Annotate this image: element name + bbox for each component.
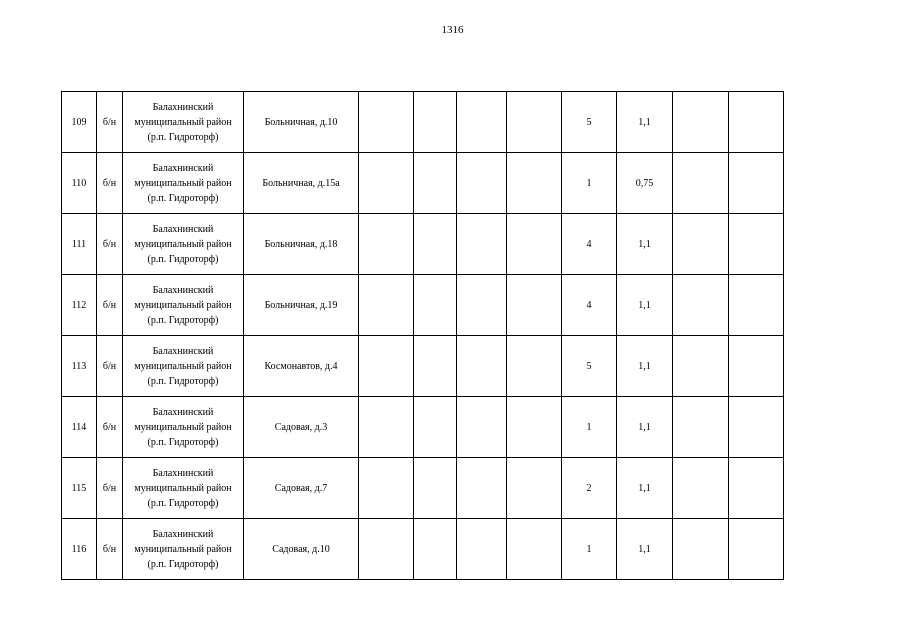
empty-cell bbox=[729, 153, 784, 214]
row-mark-cell: б/н bbox=[97, 275, 123, 336]
value-cell: 1,1 bbox=[617, 275, 673, 336]
value-cell: 1,1 bbox=[617, 519, 673, 580]
district-cell bbox=[123, 397, 244, 458]
empty-cell bbox=[729, 519, 784, 580]
empty-cell bbox=[507, 458, 562, 519]
table-row bbox=[62, 458, 784, 519]
district-line: Балахнинский bbox=[152, 528, 214, 540]
district-line: муниципальный район bbox=[134, 543, 232, 555]
row-mark-cell: б/н bbox=[97, 519, 123, 580]
district-line: Балахнинский bbox=[152, 162, 214, 174]
address-cell: Садовая, д.7 bbox=[244, 458, 359, 519]
row-mark-cell: б/н bbox=[97, 214, 123, 275]
district-cell bbox=[123, 214, 244, 275]
empty-cell bbox=[729, 458, 784, 519]
empty-cell bbox=[359, 153, 414, 214]
row-number-cell: 115 bbox=[62, 458, 97, 519]
empty-cell bbox=[457, 458, 507, 519]
district-line: Балахнинский bbox=[152, 284, 214, 296]
empty-cell bbox=[673, 397, 729, 458]
row-number-cell: 111 bbox=[62, 214, 97, 275]
district-cell bbox=[123, 519, 244, 580]
district-line: муниципальный район bbox=[134, 177, 232, 189]
district-line: (р.п. Гидроторф) bbox=[147, 131, 219, 143]
address-cell: Космонавтов, д.4 bbox=[244, 336, 359, 397]
row-number-cell: 116 bbox=[62, 519, 97, 580]
value-cell: 0,75 bbox=[617, 153, 673, 214]
empty-cell bbox=[414, 519, 457, 580]
address-cell: Садовая, д.10 bbox=[244, 519, 359, 580]
district-line: муниципальный район bbox=[134, 238, 232, 250]
empty-cell bbox=[457, 153, 507, 214]
district-line: Балахнинский bbox=[152, 406, 214, 418]
district-line: Балахнинский bbox=[152, 223, 214, 235]
address-cell: Больничная, д.10 bbox=[244, 92, 359, 153]
district-line: муниципальный район bbox=[134, 360, 232, 372]
row-mark-cell: б/н bbox=[97, 397, 123, 458]
empty-cell bbox=[457, 92, 507, 153]
value-cell: 1,1 bbox=[617, 92, 673, 153]
district-line: Балахнинский bbox=[152, 467, 214, 479]
district-line: (р.п. Гидроторф) bbox=[147, 375, 219, 387]
empty-cell bbox=[507, 153, 562, 214]
district-cell bbox=[123, 275, 244, 336]
district-line: (р.п. Гидроторф) bbox=[147, 558, 219, 570]
empty-cell bbox=[729, 92, 784, 153]
empty-cell bbox=[414, 275, 457, 336]
empty-cell bbox=[414, 92, 457, 153]
empty-cell bbox=[457, 275, 507, 336]
row-mark-cell: б/н bbox=[97, 153, 123, 214]
floors-cell: 4 bbox=[562, 214, 617, 275]
district-line: (р.п. Гидроторф) bbox=[147, 314, 219, 326]
empty-cell bbox=[507, 92, 562, 153]
empty-cell bbox=[359, 519, 414, 580]
value-cell: 1,1 bbox=[617, 458, 673, 519]
table-row bbox=[62, 92, 784, 153]
empty-cell bbox=[729, 336, 784, 397]
empty-cell bbox=[359, 275, 414, 336]
empty-cell bbox=[414, 214, 457, 275]
empty-cell bbox=[414, 153, 457, 214]
address-cell: Больничная, д.18 bbox=[244, 214, 359, 275]
table-row bbox=[62, 153, 784, 214]
table-row bbox=[62, 519, 784, 580]
district-cell bbox=[123, 92, 244, 153]
register-table bbox=[61, 91, 784, 580]
district-line: Балахнинский bbox=[152, 345, 214, 357]
district-line: муниципальный район bbox=[134, 482, 232, 494]
district-line: (р.п. Гидроторф) bbox=[147, 436, 219, 448]
empty-cell bbox=[457, 519, 507, 580]
page-number: 1316 bbox=[441, 24, 464, 36]
empty-cell bbox=[359, 214, 414, 275]
floors-cell: 1 bbox=[562, 153, 617, 214]
district-cell bbox=[123, 336, 244, 397]
empty-cell bbox=[414, 458, 457, 519]
empty-cell bbox=[673, 519, 729, 580]
row-number-cell: 114 bbox=[62, 397, 97, 458]
row-number-cell: 109 bbox=[62, 92, 97, 153]
district-line: муниципальный район bbox=[134, 116, 232, 128]
empty-cell bbox=[507, 214, 562, 275]
empty-cell bbox=[457, 336, 507, 397]
empty-cell bbox=[457, 397, 507, 458]
value-cell: 1,1 bbox=[617, 397, 673, 458]
floors-cell: 5 bbox=[562, 336, 617, 397]
floors-cell: 4 bbox=[562, 275, 617, 336]
empty-cell bbox=[507, 275, 562, 336]
district-line: муниципальный район bbox=[134, 299, 232, 311]
empty-cell bbox=[673, 92, 729, 153]
row-mark-cell: б/н bbox=[97, 458, 123, 519]
empty-cell bbox=[673, 214, 729, 275]
address-cell: Садовая, д.3 bbox=[244, 397, 359, 458]
empty-cell bbox=[414, 336, 457, 397]
district-line: (р.п. Гидроторф) bbox=[147, 192, 219, 204]
row-mark-cell: б/н bbox=[97, 336, 123, 397]
row-number-cell: 113 bbox=[62, 336, 97, 397]
floors-cell: 2 bbox=[562, 458, 617, 519]
empty-cell bbox=[729, 275, 784, 336]
floors-cell: 1 bbox=[562, 519, 617, 580]
table-row bbox=[62, 214, 784, 275]
district-cell bbox=[123, 458, 244, 519]
empty-cell bbox=[359, 336, 414, 397]
address-cell: Больничная, д.19 bbox=[244, 275, 359, 336]
district-line: Балахнинский bbox=[152, 101, 214, 113]
value-cell: 1,1 bbox=[617, 214, 673, 275]
table-row bbox=[62, 336, 784, 397]
empty-cell bbox=[729, 214, 784, 275]
empty-cell bbox=[359, 458, 414, 519]
empty-cell bbox=[414, 397, 457, 458]
row-number-cell: 110 bbox=[62, 153, 97, 214]
floors-cell: 5 bbox=[562, 92, 617, 153]
empty-cell bbox=[359, 92, 414, 153]
empty-cell bbox=[457, 214, 507, 275]
empty-cell bbox=[507, 336, 562, 397]
empty-cell bbox=[673, 458, 729, 519]
row-number-cell: 112 bbox=[62, 275, 97, 336]
row-mark-cell: б/н bbox=[97, 92, 123, 153]
floors-cell: 1 bbox=[562, 397, 617, 458]
empty-cell bbox=[507, 519, 562, 580]
empty-cell bbox=[729, 397, 784, 458]
empty-cell bbox=[507, 397, 562, 458]
district-line: (р.п. Гидроторф) bbox=[147, 253, 219, 265]
empty-cell bbox=[673, 153, 729, 214]
table-row bbox=[62, 397, 784, 458]
district-cell bbox=[123, 153, 244, 214]
empty-cell bbox=[359, 397, 414, 458]
district-line: муниципальный район bbox=[134, 421, 232, 433]
empty-cell bbox=[673, 275, 729, 336]
address-cell: Больничная, д.15а bbox=[244, 153, 359, 214]
value-cell: 1,1 bbox=[617, 336, 673, 397]
empty-cell bbox=[673, 336, 729, 397]
district-line: (р.п. Гидроторф) bbox=[147, 497, 219, 509]
table-row bbox=[62, 275, 784, 336]
